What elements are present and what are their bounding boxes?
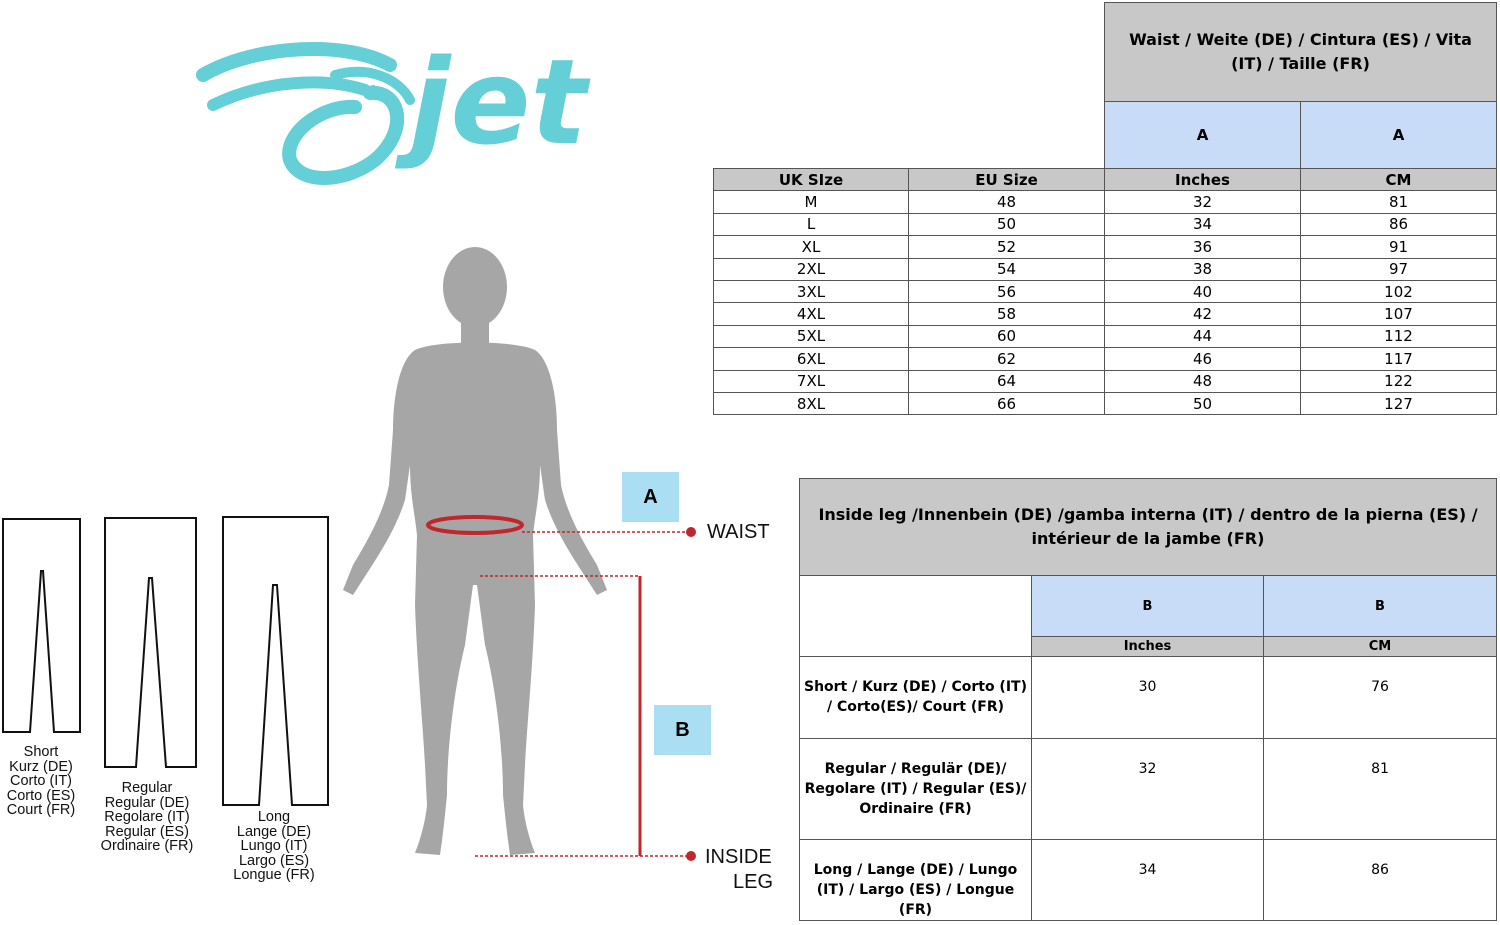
waist-table-header-row [714,169,1497,191]
cm-cell: 102 [1301,280,1497,302]
waist-table-title: Waist / Weite (DE) / Cintura (ES) / Vita (IT) / Taille (FR) [1105,3,1497,102]
cm-cell: 86 [1301,213,1497,235]
body-measurement-diagram [335,245,775,915]
table-row [714,303,1497,325]
trousers-regular-icon [104,517,198,769]
cm-cell: 91 [1301,236,1497,258]
leg-row-cm: 81 [1264,739,1497,840]
table-row [800,657,1497,739]
leg-row-label: Short / Kurz (DE) / Corto (IT) / Corto(ES)/ Court (FR) [800,657,1032,739]
leg-header-cm: CM [1264,637,1497,657]
leg-header-inches: Inches [1032,637,1264,657]
leg-row-inches: 30 [1032,657,1264,739]
inches-cell: 48 [1105,370,1301,392]
table-row [714,191,1497,213]
eu-size-cell: 48 [909,191,1105,213]
leg-marker-inches: B [1032,576,1264,637]
uk-size-cell: 6XL [714,348,909,370]
cm-cell: 112 [1301,325,1497,347]
eu-size-cell: 64 [909,370,1105,392]
inches-cell: 40 [1105,280,1301,302]
inches-cell: 46 [1105,348,1301,370]
trousers-long-label: Long Lange (DE) Lungo (IT) Largo (ES) Longue (FR) [233,809,315,884]
leg-row-inches: 32 [1032,739,1264,840]
waist-marker-cm: A [1301,102,1497,169]
eu-size-cell: 52 [909,236,1105,258]
uk-size-cell: 3XL [714,280,909,302]
uk-size-cell: L [714,213,909,235]
leg-row-label: Long / Lange (DE) / Lungo (IT) / Largo (ES) / Longue (FR) [800,840,1032,921]
inside-leg-label-line2: LEG [733,871,774,893]
inches-cell: 38 [1105,258,1301,280]
leg-row-cm: 76 [1264,657,1497,739]
waist-size-table [713,2,1497,415]
header-cm: CM [1301,169,1497,191]
jet-logo [195,35,635,185]
waist-marker-dot [686,527,696,537]
table-row [714,392,1497,414]
leg-row-label: Regular / Regulär (DE)/ Regolare (IT) / Regular (ES)/ Ordinaire (FR) [800,739,1032,840]
inches-cell: 32 [1105,191,1301,213]
inches-cell: 44 [1105,325,1301,347]
inside-leg-table [799,478,1497,921]
human-silhouette-icon [343,247,607,855]
cm-cell: 117 [1301,348,1497,370]
uk-size-cell: 2XL [714,258,909,280]
trousers-long-icon [222,516,330,807]
waist-label: WAIST [707,521,770,543]
eu-size-cell: 56 [909,280,1105,302]
cm-cell: 122 [1301,370,1497,392]
table-row [714,348,1497,370]
uk-size-cell: 7XL [714,370,909,392]
table-row [714,213,1497,235]
leg-row-inches: 34 [1032,840,1264,921]
table-row [800,840,1497,921]
uk-size-cell: 5XL [714,325,909,347]
inches-cell: 34 [1105,213,1301,235]
inches-cell: 36 [1105,236,1301,258]
inside-leg-label-line1: INSIDE [705,846,772,868]
leg-table-title: Inside leg /Innenbein (DE) /gamba interna (IT) / dentro de la pierna (ES) / intérieur de la jambe (FR) [800,479,1497,576]
inside-leg-marker-dot [686,851,696,861]
eu-size-cell: 60 [909,325,1105,347]
cm-cell: 127 [1301,392,1497,414]
table-row [714,325,1497,347]
callout-b: B [654,705,711,755]
eagle-head-icon [203,49,410,178]
trousers-short-icon [2,518,82,734]
header-uk-size: UK SIze [714,169,909,191]
eu-size-cell: 66 [909,392,1105,414]
inches-cell: 50 [1105,392,1301,414]
leg-row-cm: 86 [1264,840,1497,921]
inches-cell: 42 [1105,303,1301,325]
trousers-short-label: Short Kurz (DE) Corto (IT) Corto (ES) Court (FR) [6,744,76,819]
table-row [800,739,1497,840]
table-row [714,370,1497,392]
waist-table-body [714,191,1497,415]
logo-wordmark: jet [410,35,587,171]
uk-size-cell: 4XL [714,303,909,325]
header-inches: Inches [1105,169,1301,191]
uk-size-cell: M [714,191,909,213]
uk-size-cell: XL [714,236,909,258]
eu-size-cell: 54 [909,258,1105,280]
eu-size-cell: 50 [909,213,1105,235]
waist-marker-inches: A [1105,102,1301,169]
trousers-regular-label: Regular Regular (DE) Regolare (IT) Regular (ES) Ordinaire (FR) [100,780,194,855]
cm-cell: 107 [1301,303,1497,325]
callout-a: A [622,472,679,522]
eu-size-cell: 62 [909,348,1105,370]
cm-cell: 81 [1301,191,1497,213]
uk-size-cell: 8XL [714,392,909,414]
header-eu-size: EU Size [909,169,1105,191]
table-row [714,236,1497,258]
cm-cell: 97 [1301,258,1497,280]
leg-marker-cm: B [1264,576,1497,637]
eu-size-cell: 58 [909,303,1105,325]
table-row [714,280,1497,302]
table-row [714,258,1497,280]
